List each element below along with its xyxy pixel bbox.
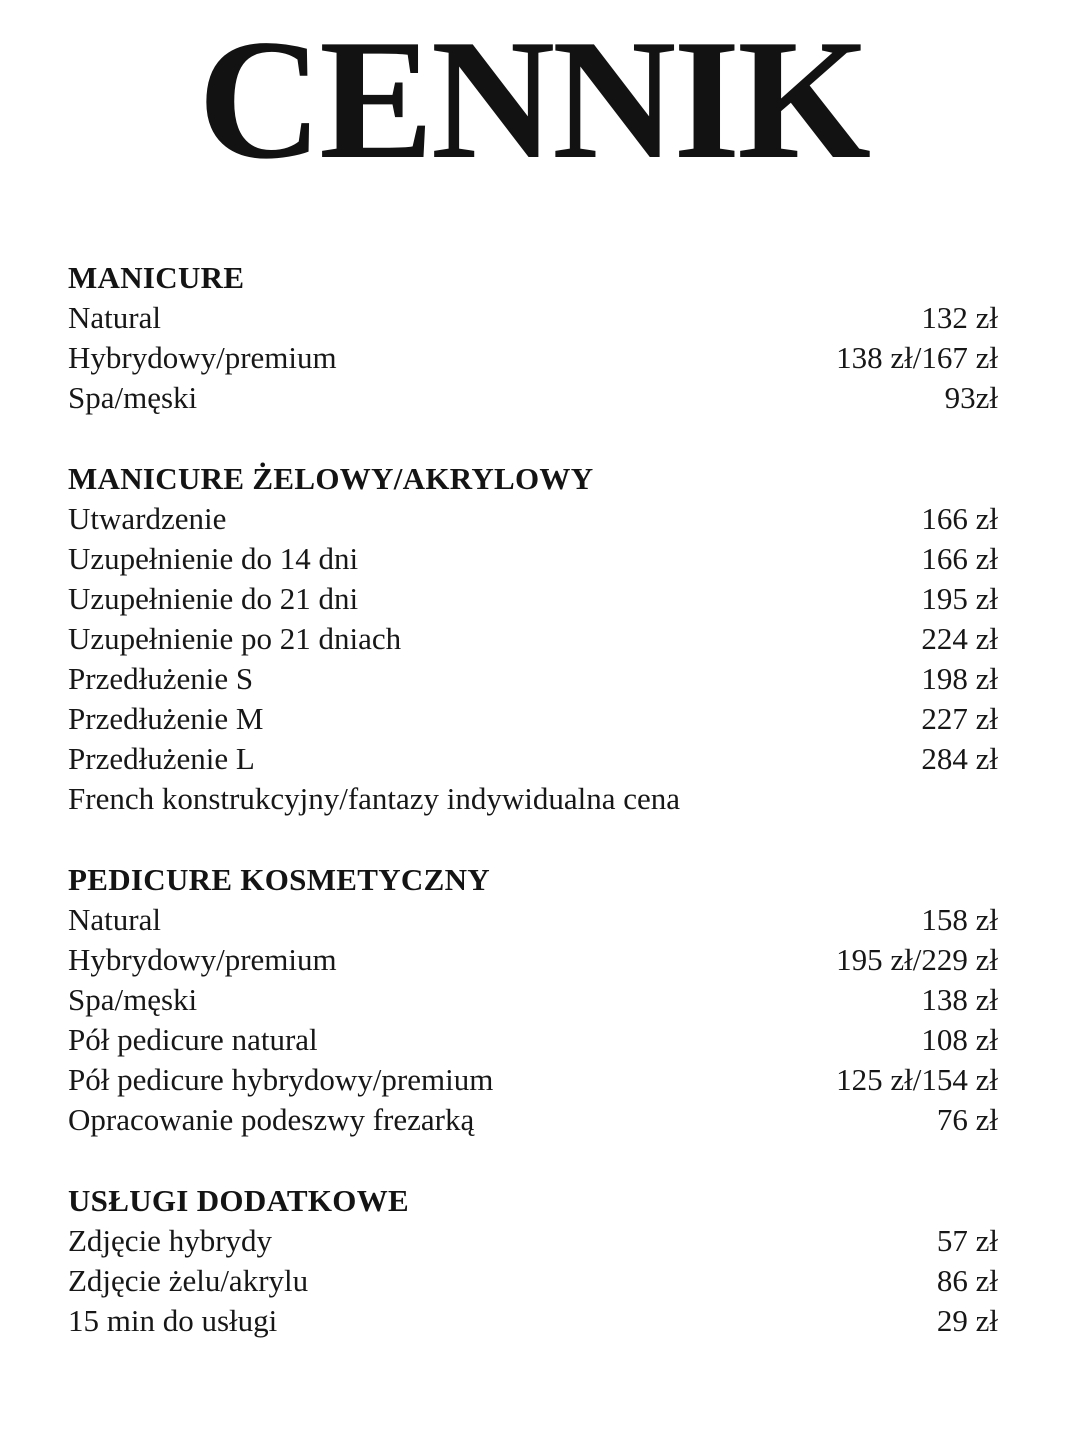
section-rows: [68, 1221, 998, 1341]
price-row: [68, 659, 998, 699]
price-row: [68, 298, 998, 338]
service-price: 195 zł/229 zł: [836, 942, 998, 977]
price-row: [68, 1020, 998, 1060]
section-rows: [68, 499, 998, 819]
service-label: Uzupełnienie do 14 dni: [68, 541, 359, 576]
price-row: [68, 779, 998, 819]
price-row: [68, 699, 998, 739]
price-row: [68, 378, 998, 418]
price-row: [68, 900, 998, 940]
price-row: [68, 1301, 998, 1341]
service-price: 93zł: [944, 380, 998, 415]
price-row: [68, 940, 998, 980]
service-label: Pół pedicure hybrydowy/premium: [68, 1062, 494, 1097]
service-price: 76 zł: [936, 1102, 998, 1137]
price-row: [68, 619, 998, 659]
service-price: 195 zł: [921, 581, 998, 616]
service-label: Spa/męski: [68, 982, 198, 1017]
price-row: [68, 980, 998, 1020]
service-label: Utwardzenie: [68, 501, 227, 536]
price-row: [68, 338, 998, 378]
service-price: 227 zł: [921, 701, 998, 736]
price-section: [68, 459, 998, 819]
service-price: 138 zł/167 zł: [836, 340, 998, 375]
section-header: MANICURE: [68, 260, 245, 295]
section-header: MANICURE ŻELOWY/AKRYLOWY: [68, 461, 594, 496]
service-label: French konstrukcyjny/fantazy indywidualna cena: [68, 781, 681, 816]
service-price: 166 zł: [921, 541, 998, 576]
service-price: 125 zł/154 zł: [836, 1062, 998, 1097]
service-label: Hybrydowy/premium: [68, 340, 337, 375]
service-label: Zdjęcie żelu/akrylu: [68, 1263, 309, 1298]
price-row: [68, 1261, 998, 1301]
price-row: [68, 579, 998, 619]
service-price: 86 zł: [936, 1263, 998, 1298]
service-label: Spa/męski: [68, 380, 198, 415]
service-label: Pół pedicure natural: [68, 1022, 318, 1057]
price-section: [68, 1181, 998, 1341]
service-price: 138 zł: [921, 982, 998, 1017]
section-header: PEDICURE KOSMETYCZNY: [68, 862, 490, 897]
section-rows: [68, 298, 998, 418]
service-price: 198 zł: [921, 661, 998, 696]
service-price: 132 zł: [921, 300, 998, 335]
price-row: [68, 539, 998, 579]
price-section: [68, 258, 998, 418]
price-section: [68, 860, 998, 1140]
price-row: [68, 1100, 998, 1140]
service-price: 224 zł: [921, 621, 998, 656]
price-row: [68, 1221, 998, 1261]
section-rows: [68, 900, 998, 1140]
price-row: [68, 499, 998, 539]
service-label: Uzupełnienie do 21 dni: [68, 581, 359, 616]
service-price: 108 zł: [921, 1022, 998, 1057]
service-label: Uzupełnienie po 21 dniach: [68, 621, 402, 656]
price-row: [68, 1060, 998, 1100]
service-price: 57 zł: [936, 1223, 998, 1258]
service-price: 166 zł: [921, 501, 998, 536]
service-price: 284 zł: [921, 741, 998, 776]
service-label: Przedłużenie S: [68, 661, 254, 696]
price-row: [68, 739, 998, 779]
price-sections: [68, 258, 998, 1341]
service-label: Opracowanie podeszwy frezarką: [68, 1102, 475, 1137]
service-label: Zdjęcie hybrydy: [68, 1223, 273, 1258]
service-label: Hybrydowy/premium: [68, 942, 337, 977]
service-price: 29 zł: [936, 1303, 998, 1338]
service-label: 15 min do usługi: [68, 1303, 278, 1338]
service-label: Natural: [68, 300, 161, 335]
service-label: Przedłużenie L: [68, 741, 255, 776]
service-label: Natural: [68, 902, 161, 937]
service-label: Przedłużenie M: [68, 701, 264, 736]
section-header: USŁUGI DODATKOWE: [68, 1183, 409, 1218]
service-price: 158 zł: [921, 902, 998, 937]
page-title: CENNIK: [197, 5, 869, 195]
